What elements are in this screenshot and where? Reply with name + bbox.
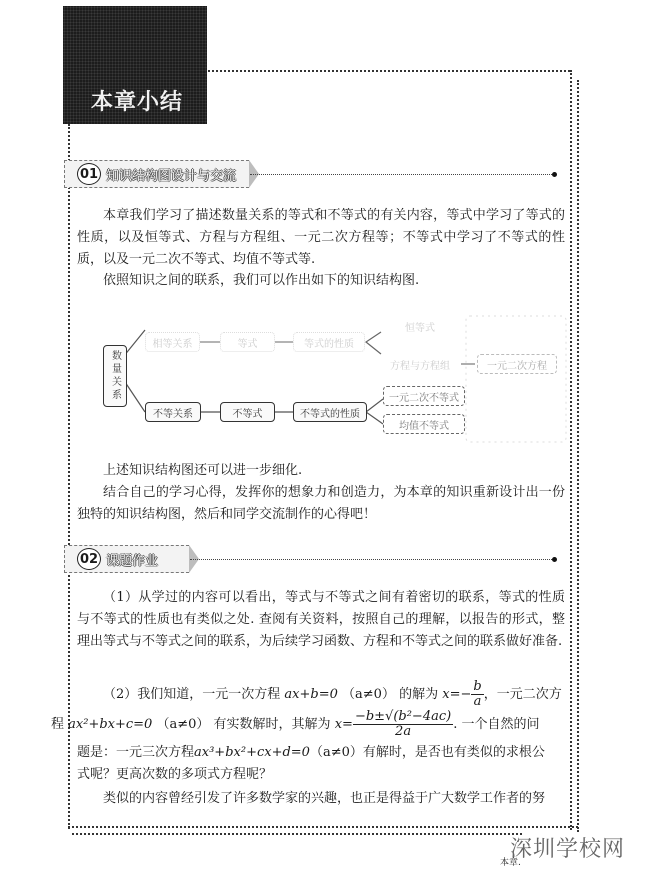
chapter-title: 本章小结 xyxy=(91,90,184,115)
item2-text-6: . 一个自然的问 xyxy=(453,717,540,732)
section-02-header xyxy=(64,546,189,572)
paragraph-design-invitation: 结合自己的学习心得，发挥你的想象力和创造力，为本章的知识重新设计出一份独特的知识结构图，然后和同学交流制作的心得吧！ xyxy=(77,485,565,522)
node-quadratic-equation: 一元二次方程 xyxy=(477,354,557,374)
footer-label: 本章. xyxy=(500,858,521,868)
item2-text-4: 程 xyxy=(51,717,65,732)
section-01-tab xyxy=(64,160,249,188)
watermark: 深圳学校网 xyxy=(509,837,625,862)
solution-quadratic-lhs: x= xyxy=(334,717,353,732)
item2-text-7: 题是：一元三次方程 xyxy=(77,745,195,760)
frame-right-inner xyxy=(577,80,579,832)
fraction-denominator: a xyxy=(473,694,482,709)
node-identity: 恒等式 xyxy=(383,316,457,336)
condition-2: （a≠0） xyxy=(156,717,210,732)
paragraph-mathematicians: 类似的内容曾经引发了许多数学家的兴趣，也正是得益于广大数学工作者的努 xyxy=(103,791,546,806)
paragraph-summary: 本章我们学习了描述数量关系的等式和不等式的有关内容，等式中学习了等式的性质，以及恒等式、方程与方程组、一元二次方程等；不等式中学习了不等式的性质，以及一元二次不等式、均值不等式等. xyxy=(77,208,565,267)
equation-quadratic: ax²+bx+c=0 xyxy=(68,717,153,732)
item2-text-1: （2）我们知道，一元一次方程 xyxy=(103,687,281,702)
condition-1: （a≠0） xyxy=(342,687,395,702)
node-equation-eq: 等式 xyxy=(220,332,275,352)
section-01-dot xyxy=(552,172,557,177)
section-01-header xyxy=(64,161,249,187)
quadratic-formula-fraction xyxy=(353,710,453,739)
section-02-title: 课题作业 xyxy=(106,553,159,569)
assignment-item-1: （1）从学过的内容可以看出，等式与不等式之间有着密切的联系，等式的性质与不等式的性质也有类似之处. 查阅有关资料，按照自己的理解，以报告的形式，整理出等式与不等式之间的联系，为后续学习函数、方程和不等式之间的联系做好准备. xyxy=(77,590,565,649)
node-inequality: 不等式 xyxy=(220,402,275,422)
section-02-dot xyxy=(552,557,557,562)
section-01-title: 知识结构图设计与交流 xyxy=(106,168,237,184)
node-inequality-properties: 不等式的性质 xyxy=(293,402,367,422)
equation-cubic: ax³+bx²+cx+d=0 xyxy=(194,745,310,760)
section-01-number: 01 xyxy=(77,163,101,185)
condition-3: （a≠0） xyxy=(309,745,363,760)
item2-text-3: ，一元二次方 xyxy=(483,687,562,702)
item2-text-8: 有解时，是否也有类似的求根公 xyxy=(362,745,545,760)
item2-text-9: 式呢？更高次数的多项式方程呢？ xyxy=(77,767,273,782)
paragraph-diagram-intro: 依照知识之间的联系，我们可以作出如下的知识结构图. xyxy=(103,273,420,288)
node-equation-properties: 等式的性质 xyxy=(293,332,365,352)
section-02-tab xyxy=(64,545,189,573)
equation-linear: ax+b=0 xyxy=(284,687,338,702)
section-02-leader xyxy=(190,559,552,560)
node-quadratic-inequality: 一元二次不等式 xyxy=(383,386,465,406)
frame-right-outer xyxy=(570,70,572,830)
section-02-number: 02 xyxy=(77,548,101,570)
node-equal-relation: 相等关系 xyxy=(145,332,200,352)
node-quantity-relation: 数量关系 xyxy=(103,345,127,407)
fraction-numerator: b xyxy=(473,679,482,694)
frame-bottom-2 xyxy=(72,833,522,835)
frame-top xyxy=(208,70,570,72)
knowledge-structure-diagram xyxy=(93,312,573,447)
quadratic-denominator: 2a xyxy=(395,724,412,739)
fraction-b-over-a xyxy=(471,680,483,709)
item2-text-2: 的解为 xyxy=(399,687,439,702)
chapter-title-block xyxy=(63,6,207,124)
paragraph-refine: 上述知识结构图还可以进一步细化. xyxy=(103,463,303,478)
node-equations-systems: 方程与方程组 xyxy=(383,354,457,374)
node-unequal-relation: 不等关系 xyxy=(145,402,201,422)
node-mean-inequality: 均值不等式 xyxy=(383,414,465,434)
solution-linear-lhs: x=− xyxy=(442,687,472,702)
assignment-item-2-cont xyxy=(77,742,565,786)
assignment-item-2 xyxy=(51,679,565,740)
quadratic-numerator: −b±√(b²−4ac) xyxy=(354,709,452,724)
item2-text-5: 有实数解时，其解为 xyxy=(213,717,331,732)
section-01-leader xyxy=(250,174,552,175)
frame-bottom xyxy=(68,826,578,828)
